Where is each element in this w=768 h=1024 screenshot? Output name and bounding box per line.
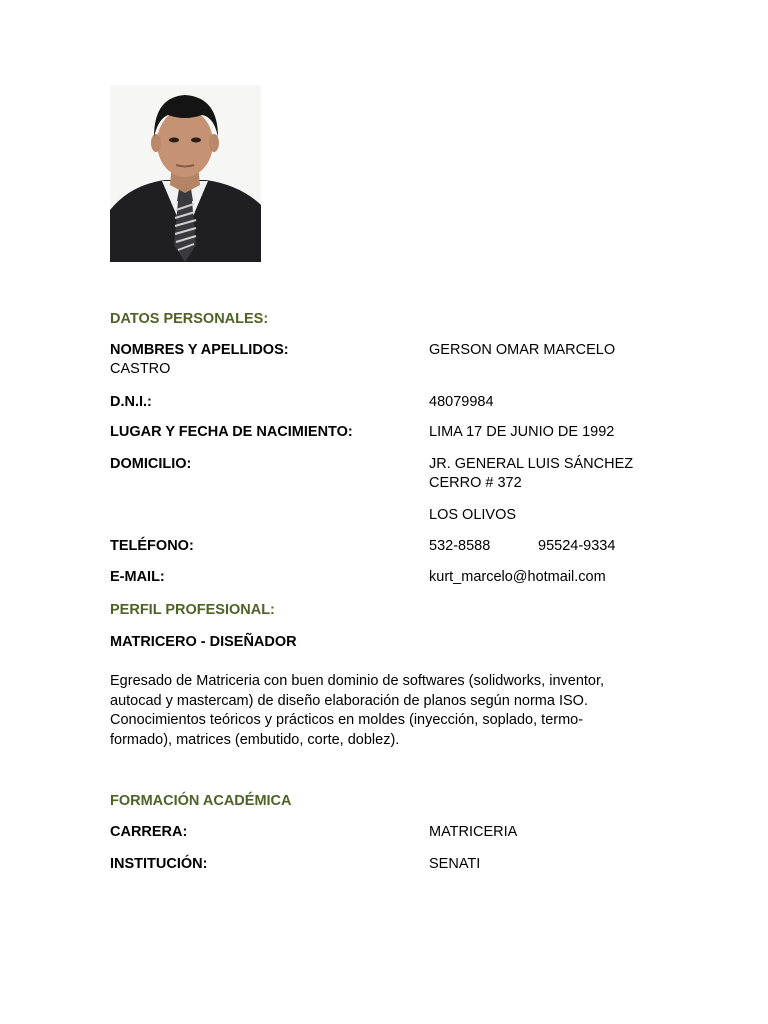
profile-photo bbox=[110, 85, 261, 262]
profile-description bbox=[110, 672, 650, 750]
profile-heading: PERFIL PROFESIONAL: bbox=[110, 602, 275, 618]
career-value: MATRICERIA bbox=[429, 824, 518, 840]
email-label: E-MAIL: bbox=[110, 569, 165, 585]
institution-label: INSTITUCIÓN: bbox=[110, 856, 208, 872]
institution-value: SENATI bbox=[429, 856, 481, 872]
profile-line: formado), matrices (embutido, corte, doblez). bbox=[110, 731, 400, 748]
birth-label: LUGAR Y FECHA DE NACIMIENTO: bbox=[110, 424, 353, 440]
phone-value-mobile: 95524-9334 bbox=[538, 538, 616, 554]
career-label: CARRERA: bbox=[110, 824, 188, 840]
profile-line: autocad y mastercam) de diseño elaboración de planos según norma ISO. bbox=[110, 692, 588, 709]
address-value-line3: LOS OLIVOS bbox=[429, 507, 517, 523]
dni-label: D.N.I.: bbox=[110, 394, 152, 410]
birth-value: LIMA 17 DE JUNIO DE 1992 bbox=[429, 424, 615, 440]
name-value-line2: CASTRO bbox=[110, 361, 171, 377]
dni-value: 48079984 bbox=[429, 394, 494, 410]
name-value-line1: GERSON OMAR MARCELO bbox=[429, 342, 616, 358]
personal-heading: DATOS PERSONALES: bbox=[110, 311, 269, 327]
address-label: DOMICILIO: bbox=[110, 456, 192, 472]
address-value-line1: JR. GENERAL LUIS SÁNCHEZ bbox=[429, 456, 634, 472]
profile-line: Conocimientos teóricos y prácticos en moldes (inyección, soplado, termo- bbox=[110, 712, 584, 728]
education-heading: FORMACIÓN ACADÉMICA bbox=[110, 793, 292, 809]
name-label: NOMBRES Y APELLIDOS: bbox=[110, 342, 289, 358]
phone-label: TELÉFONO: bbox=[110, 538, 194, 554]
email-value: kurt_marcelo@hotmail.com bbox=[429, 569, 606, 585]
profile-title: MATRICERO - DISEÑADOR bbox=[110, 634, 297, 650]
profile-line: Egresado de Matriceria con buen dominio de softwares (solidworks, inventor, bbox=[110, 673, 605, 689]
address-value-line2: CERRO # 372 bbox=[429, 475, 522, 491]
phone-value-landline: 532-8588 bbox=[429, 538, 491, 554]
